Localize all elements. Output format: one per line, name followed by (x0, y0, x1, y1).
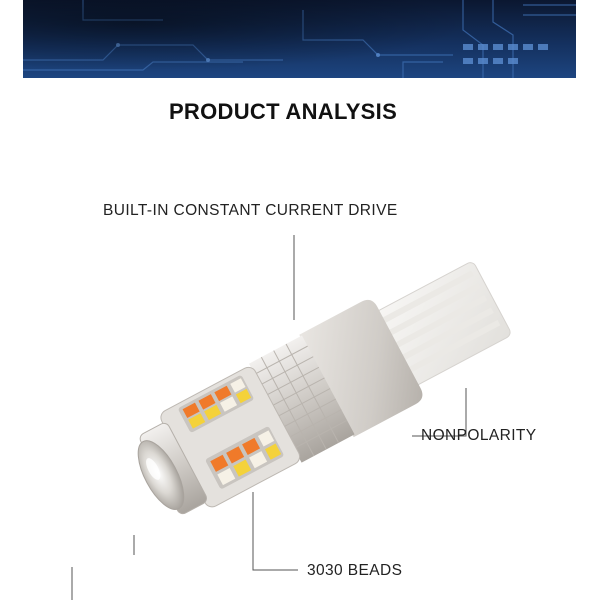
beads-callout-label: 3030 BEADS (307, 562, 403, 579)
drive-callout-label: BUILT-IN CONSTANT CURRENT DRIVE (103, 202, 398, 219)
page-title: PRODUCT ANALYSIS (168, 99, 398, 124)
nonpolarity-callout-label: NONPOLARITY (421, 427, 537, 444)
beads-leader-line (253, 492, 298, 570)
